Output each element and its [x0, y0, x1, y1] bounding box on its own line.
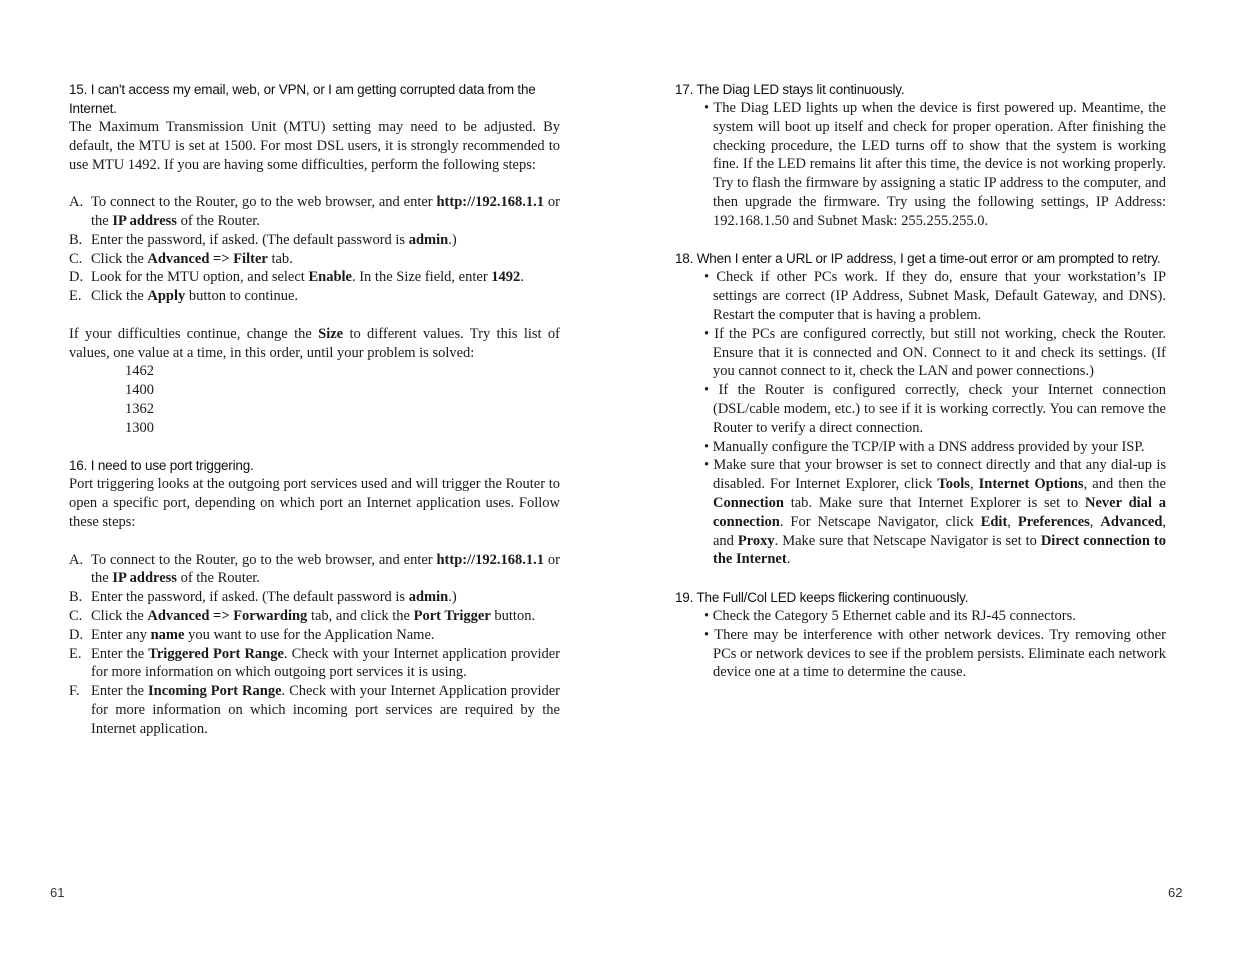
q15-step-b: B. Enter the password, if asked. (The default password is admin.) [69, 231, 457, 248]
q16-step-e: E. Enter the Triggered Port Range. Check with your Internet application provider for more information on which outgoing port services it is using. [69, 645, 560, 681]
q15-continue-text: If your difficulties continue, change the Size to different values. Try this list of values, one value at a time, in this order, until your problem is solved: [69, 325, 560, 361]
q19-bullet: • Check the Category 5 Ethernet cable and its RJ-45 connectors. [704, 607, 1076, 624]
q15-step-d: D. Look for the MTU option, and select Enable. In the Size field, enter 1492. [69, 269, 524, 286]
mtu-value: 1400 [125, 382, 154, 399]
right-page [675, 80, 1166, 682]
q16-step-d: D. Enter any name you want to use for the Application Name. [69, 626, 435, 643]
q19-heading: 19. The Full/Col LED keeps flickering continuously. [675, 589, 969, 605]
page-number-left: 61 [50, 885, 65, 900]
q18-bullet: • If the PCs are configured correctly, but still not working, check the Router. Ensure that it is connected and ON. Connect to it and check its settings. (If you cannot connect to it, check the LAN and power connections.) [704, 325, 1167, 380]
q15-intro: The Maximum Transmission Unit (MTU) setting may need to be adjusted. By default, the MTU is set at 1500. For most DSL users, it is strongly recommended to use MTU 1492. If you are having some difficulties, perform the following steps: [69, 119, 560, 173]
q18-bullet: • If the Router is configured correctly, check your Internet connection (DSL/cable modem, etc.) to see if it is working correctly. You can remove the Router to verify a direct connection. [704, 382, 1167, 436]
q15-heading: 15. I can't access my email, web, or VPN, or I am getting corrupted data from the Internet. [69, 82, 536, 116]
q16-step-f: F. Enter the Incoming Port Range. Check with your Internet Application provider for more information on which incoming port services are required by the Internet application. [69, 683, 560, 737]
q16-step-a: A. To connect to the Router, go to the web browser, and enter http://192.168.1.1 or the IP address of the Router. [69, 551, 560, 587]
left-page [69, 80, 560, 739]
q16-step-b: B. Enter the password, if asked. (The default password is admin.) [69, 589, 457, 606]
q18-bullet: • Check if other PCs work. If they do, ensure that your workstation’s IP settings are correct (IP Address, Subnet Mask, Default Gateway, and DNS). Restart the computer that is having a problem. [704, 269, 1167, 323]
q16-heading: 16. I need to use port triggering. [69, 458, 254, 474]
q15-step-e: E. Click the Apply button to continue. [69, 288, 299, 305]
q19-bullet: • There may be interference with other network devices. Try removing other PCs or network devices to see if the problem persists. Eliminate each network device one at a time to determine the cause. [704, 626, 1166, 681]
mtu-value: 1462 [125, 363, 154, 380]
q16-intro: Port triggering looks at the outgoing port services used and will trigger the Router to open a specific port, depending on which port an Internet application uses. Follow these steps: [69, 476, 560, 530]
q17-bullet: • The Diag LED lights up when the device is first powered up. Meantime, the system will boot up itself and check for proper operation. After finishing the checking procedure, the LED turns off to show that the system is working fine. If the LED remains lit after this time, the device is not working properly. Try to flash the firmware by assigning a static IP address to the computer, and then upgrade the firmware. Try using the following settings, IP Address: 192.168.1.50 and Subnet Mask: 255.255.255.0. [704, 100, 1166, 229]
q16-step-c: C. Click the Advanced => Forwarding tab, and click the Port Trigger button. [69, 607, 536, 624]
q15-step-c: C. Click the Advanced => Filter tab. [69, 250, 293, 267]
q18-heading: 18. When I enter a URL or IP address, I get a time-out error or am prompted to retry. [675, 251, 1161, 267]
q15-step-a: A. To connect to the Router, go to the web browser, and enter http://192.168.1.1 or the IP address of the Router. [69, 194, 560, 229]
mtu-value: 1362 [125, 400, 154, 417]
mtu-value: 1300 [125, 419, 154, 436]
q18-bullet: • Manually configure the TCP/IP with a DNS address provided by your ISP. [704, 438, 1145, 455]
page-number-right: 62 [1168, 885, 1183, 900]
q18-bullet: • Make sure that your browser is set to connect directly and that any dial-up is disabled. For Internet Explorer, click Tools, Internet Options, and then the Connection tab. Make sure that Internet Explorer is set to Never dial a connection. For Netscape Navigator, click Edit, Preferences, Advanced, and Proxy. Make sure that Netscape Navigator is set to Direct connection to the Internet. [704, 457, 1167, 568]
q17-heading: 17. The Diag LED stays lit continuously. [675, 82, 905, 97]
